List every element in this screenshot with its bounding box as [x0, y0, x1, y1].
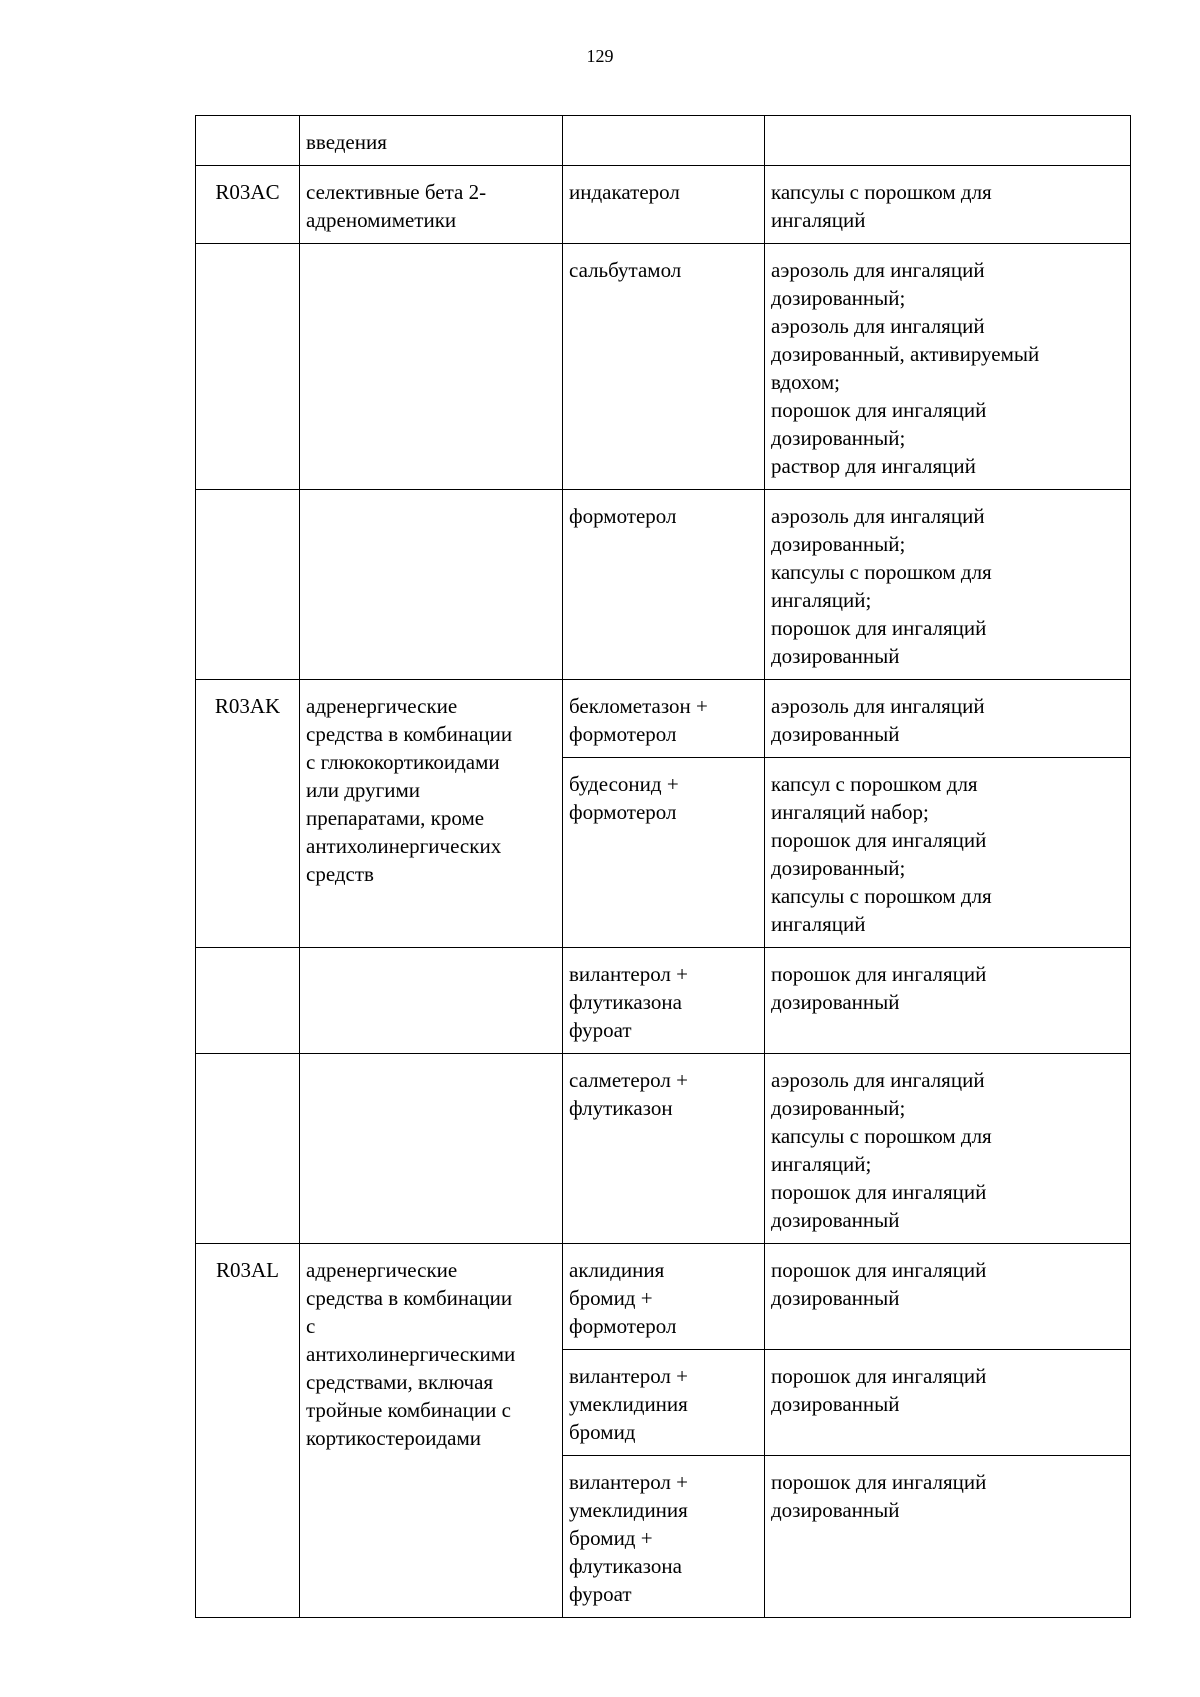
group-cell: [300, 1054, 563, 1244]
drug-cell: беклометазон + формотерол: [563, 680, 765, 758]
form-cell: капсул с порошком для ингаляций набор; порошок для ингаляций дозированный; капсулы с порошком для ингаляций: [765, 758, 1131, 948]
form-cell: аэрозоль для ингаляций дозированный: [765, 680, 1131, 758]
form-cell: [765, 116, 1131, 166]
drug-cell: [563, 116, 765, 166]
form-cell: порошок для ингаляций дозированный: [765, 1244, 1131, 1350]
form-cell: аэрозоль для ингаляций дозированный; капсулы с порошком для ингаляций; порошок для ингаляций дозированный: [765, 490, 1131, 680]
group-cell: селективные бета 2- адреномиметики: [300, 166, 563, 244]
table-row: [196, 948, 1131, 1054]
drug-cell: сальбутамол: [563, 244, 765, 490]
page-number: 129: [586, 46, 614, 66]
atc-code-cell: [196, 948, 300, 1054]
form-cell: капсулы с порошком для ингаляций: [765, 166, 1131, 244]
atc-code-cell: [196, 1054, 300, 1244]
atc-code-cell: [196, 244, 300, 490]
group-cell: [300, 948, 563, 1054]
drug-cell: будесонид + формотерол: [563, 758, 765, 948]
group-cell: введения: [300, 116, 563, 166]
atc-code-cell: R03AC: [196, 166, 300, 244]
group-cell: [300, 244, 563, 490]
table-row: [196, 244, 1131, 490]
drug-cell: вилантерол + флутиказона фуроат: [563, 948, 765, 1054]
drug-table: [195, 115, 1131, 1618]
atc-code-cell: [196, 116, 300, 166]
form-cell: порошок для ингаляций дозированный: [765, 948, 1131, 1054]
table-row: [196, 116, 1131, 166]
group-cell: адренергические средства в комбинации с глюкокортикоидами или другими препаратами, кроме антихолинергических средств: [300, 680, 563, 948]
form-cell: аэрозоль для ингаляций дозированный; аэрозоль для ингаляций дозированный, активируемый вдохом; порошок для ингаляций дозированный; раствор для ингаляций: [765, 244, 1131, 490]
table-row: [196, 1244, 1131, 1350]
drug-cell: салметерол + флутиказон: [563, 1054, 765, 1244]
atc-code-cell: R03AL: [196, 1244, 300, 1618]
form-cell: аэрозоль для ингаляций дозированный; капсулы с порошком для ингаляций; порошок для ингаляций дозированный: [765, 1054, 1131, 1244]
form-cell: порошок для ингаляций дозированный: [765, 1350, 1131, 1456]
atc-code-cell: [196, 490, 300, 680]
table-row: [196, 1054, 1131, 1244]
table-row: [196, 680, 1131, 758]
atc-code-cell: R03AK: [196, 680, 300, 948]
drug-cell: аклидиния бромид + формотерол: [563, 1244, 765, 1350]
group-cell: [300, 490, 563, 680]
drug-cell: вилантерол + умеклидиния бромид: [563, 1350, 765, 1456]
table-row: [196, 490, 1131, 680]
form-cell: порошок для ингаляций дозированный: [765, 1456, 1131, 1618]
drug-cell: вилантерол + умеклидиния бромид + флутиказона фуроат: [563, 1456, 765, 1618]
drug-cell: индакатерол: [563, 166, 765, 244]
table-row: [196, 166, 1131, 244]
drug-cell: формотерол: [563, 490, 765, 680]
group-cell: адренергические средства в комбинации с антихолинергическими средствами, включая тройные комбинации с кортикостероидами: [300, 1244, 563, 1618]
